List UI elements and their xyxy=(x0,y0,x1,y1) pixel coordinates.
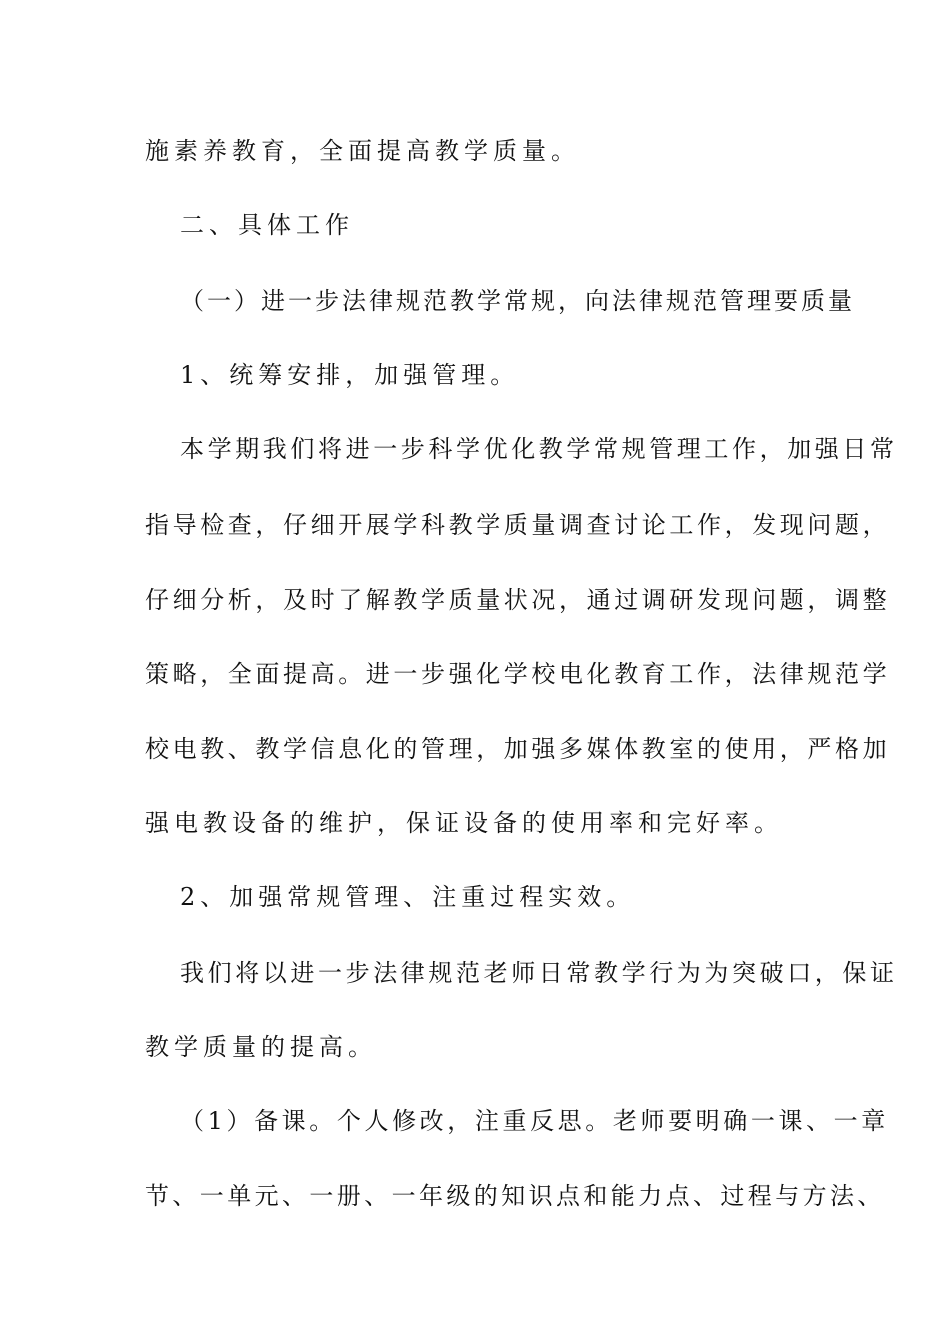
paragraph-line: 施素养教育，全面提高教学质量。 xyxy=(145,137,580,165)
subsection-heading: （一）进一步法律规范教学常规，向法律规范管理要质量 xyxy=(180,287,855,315)
paragraph-line: 指导检查，仔细开展学科教学质量调查讨论工作，发现问题， xyxy=(145,511,891,539)
paragraph-line: 本学期我们将进一步科学优化教学常规管理工作，加强日常 xyxy=(180,435,898,463)
paragraph-line: （1）备课。个人修改，注重反思。老师要明确一课、一章 xyxy=(180,1107,889,1135)
paragraph-line: 我们将以进一步法律规范老师日常教学行为为突破口，保证 xyxy=(180,959,898,987)
item-heading: 1、统筹安排，加强管理。 xyxy=(180,361,520,389)
section-heading: 二、具体工作 xyxy=(180,211,354,239)
paragraph-line: 教学质量的提高。 xyxy=(145,1033,377,1061)
paragraph-line: 节、一单元、一册、一年级的知识点和能力点、过程与方法、 xyxy=(145,1182,885,1210)
paragraph-line: 强电教设备的维护，保证设备的使用率和完好率。 xyxy=(145,809,783,837)
paragraph-line: 仔细分析，及时了解教学质量状况，通过调研发现问题，调整 xyxy=(145,586,891,614)
paragraph-line: 校电教、教学信息化的管理，加强多媒体教室的使用，严格加 xyxy=(145,735,891,763)
paragraph-line: 策略，全面提高。进一步强化学校电化教育工作，法律规范学 xyxy=(145,660,891,688)
item-heading: 2、加强常规管理、注重过程实效。 xyxy=(180,883,636,911)
